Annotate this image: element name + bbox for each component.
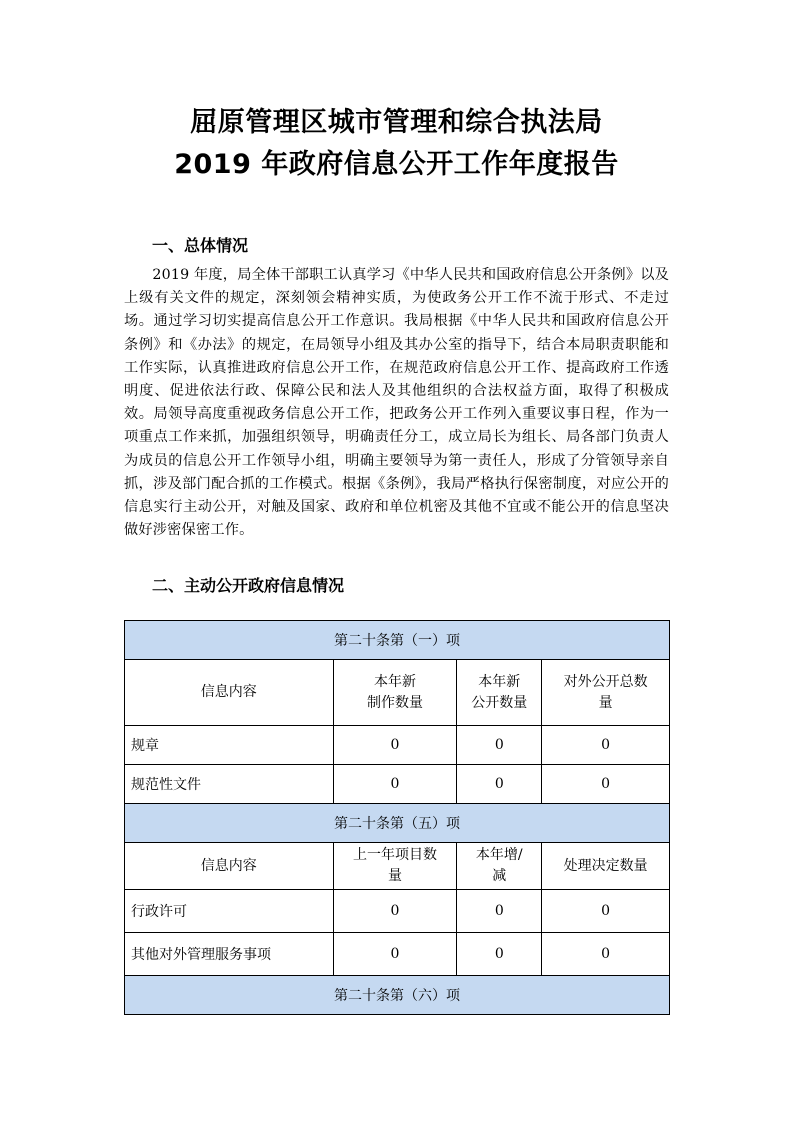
section1-heading: 一、总体情况 (152, 236, 249, 255)
cell-value: 0 (457, 765, 542, 804)
column-header: 本年新 制作数量 (333, 660, 457, 726)
cell-value: 0 (457, 890, 542, 933)
row-label: 规范性文件 (125, 765, 334, 804)
column-header: 上一年项目数 量 (333, 843, 457, 890)
table-column-header-row (125, 843, 670, 890)
report-title-line1: 屈原管理区城市管理和综合执法局 (190, 107, 603, 138)
column-header: 信息内容 (125, 843, 334, 890)
table-row (125, 765, 670, 804)
table-row (125, 726, 670, 765)
cell-value: 0 (542, 726, 670, 765)
table-row (125, 890, 670, 933)
section-title-article20-item6: 第二十条第（六）项 (125, 976, 670, 1015)
table-section-header (125, 804, 670, 843)
report-title-line2: 2019 年政府信息公开工作年度报告 (174, 149, 619, 180)
section-title-article20-item1: 第二十条第（一）项 (125, 621, 670, 660)
column-header: 对外公开总数 量 (542, 660, 670, 726)
cell-value: 0 (333, 933, 457, 976)
cell-value: 0 (333, 890, 457, 933)
cell-value: 0 (457, 726, 542, 765)
cell-value: 0 (333, 765, 457, 804)
cell-value: 0 (542, 933, 670, 976)
cell-value: 0 (542, 765, 670, 804)
table-section-header (125, 621, 670, 660)
section2-heading: 二、主动公开政府信息情况 (152, 576, 345, 595)
table-column-header-row (125, 660, 670, 726)
section1-body: 2019 年度，局全体干部职工认真学习《中华人民共和国政府信息公开条例》以及上级有关文件的规定，深刻领会精神实质，为使政务公开工作不流于形式、不走过场。通过学习切实提高信息公开工作意识。我局根据《中华人民共和国政府信息公开条例》和《办法》的规定，在局领导小组及其办公室的指导下，结合本局职责职能和工作实际，认真推进政府信息公开工作，在规范政府信息公开工作、提高政府工作透明度、促进依法行政、保障公民和法人及其他组织的合法权益方面，取得了积极成效。局领导高度重视政务信息公开工作，把政务公开工作列入重要议事日程，作为一项重点工作来抓，加强组织领导，明确责任分工，成立局长为组长、局各部门负责人为成员的信息公开工作领导小组，明确主要领导为第一责任人，形成了分管领导亲自抓，涉及部门配合抓的工作模式。根据《条例》，我局严格执行保密制度，对应公开的信息实行主动公开，对触及国家、政府和单位机密及其他不宜或不能公开的信息坚决做好涉密保密工作。 (124, 267, 669, 539)
table-row (125, 933, 670, 976)
cell-value: 0 (457, 933, 542, 976)
cell-value: 0 (333, 726, 457, 765)
section-title-article20-item5: 第二十条第（五）项 (125, 804, 670, 843)
column-header: 处理决定数量 (542, 843, 670, 890)
row-label: 行政许可 (125, 890, 334, 933)
table-section-header (125, 976, 670, 1015)
column-header: 本年增/ 减 (457, 843, 542, 890)
cell-value: 0 (542, 890, 670, 933)
disclosure-table (124, 620, 670, 1015)
row-label: 其他对外管理服务事项 (125, 933, 334, 976)
column-header: 信息内容 (125, 660, 334, 726)
row-label: 规章 (125, 726, 334, 765)
column-header: 本年新 公开数量 (457, 660, 542, 726)
